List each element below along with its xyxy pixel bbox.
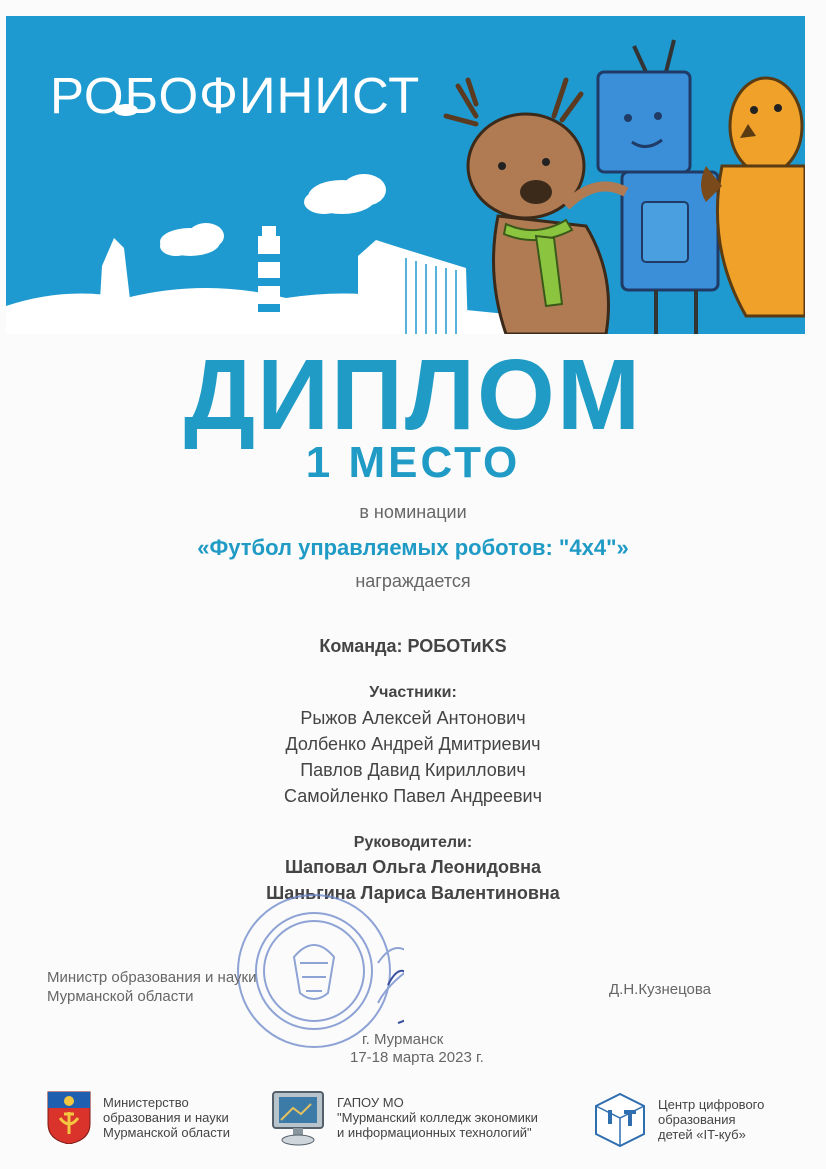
diploma-title: ДИПЛОМ (183, 339, 643, 451)
ministry-line: образования и науки (103, 1110, 229, 1125)
college-label (337, 1095, 538, 1140)
signatory-position-line2: Мурманской области (47, 988, 194, 1005)
team-name: Команда: РОБОТиKS (319, 636, 507, 656)
awarded-text: награждается (355, 571, 471, 591)
nomination-title: «Футбол управляемых роботов: "4х4"» (197, 535, 629, 560)
nomination-intro: в номинации (359, 502, 467, 522)
ministry-label (103, 1095, 230, 1140)
participant-name: Долбенко Андрей Дмитриевич (285, 734, 541, 754)
signatory-name: Д.Н.Кузнецова (609, 981, 711, 998)
place-date (350, 1031, 484, 1067)
itcube-line: детей «IT-куб» (658, 1127, 746, 1142)
signatory-position-line1: Министр образования и науки (47, 969, 257, 986)
leaders-heading: Руководители: (353, 834, 473, 851)
college-line: ГАПОУ МО (337, 1095, 404, 1110)
college-line: "Мурманский колледж экономики (337, 1110, 538, 1125)
lighthouse (258, 226, 280, 334)
signatory-position (47, 968, 256, 1006)
participant-name: Самойленко Павел Андреевич (284, 786, 542, 806)
itcube-line: Центр цифрового (658, 1097, 765, 1112)
banner-illustration (6, 16, 805, 334)
it-cube-icon (594, 1092, 646, 1153)
college-line: и информационных технологий" (337, 1125, 532, 1140)
event-dates: 17-18 марта 2023 г. (350, 1049, 484, 1066)
participants-heading: Участники: (369, 684, 457, 701)
header-banner (6, 16, 805, 334)
city: г. Мурманск (362, 1031, 444, 1048)
coat-of-arms-icon (46, 1090, 92, 1149)
leader-name: Шаньгина Лариса Валентиновна (266, 883, 560, 903)
ministry-line: Министерство (103, 1095, 189, 1110)
itcube-label (658, 1097, 764, 1142)
brand-title: РОБОФИНИСТ (50, 67, 421, 124)
leader-name: Шаповал Ольга Леонидовна (285, 857, 541, 877)
place-title: 1 МЕСТО (305, 438, 521, 487)
participant-name: Павлов Давид Кириллович (300, 760, 526, 780)
computer-monitor-icon (271, 1090, 329, 1153)
itcube-line: образования (658, 1112, 736, 1127)
participant-name: Рыжов Алексей Антонович (300, 708, 526, 728)
ministry-line: Мурманской области (103, 1125, 230, 1140)
